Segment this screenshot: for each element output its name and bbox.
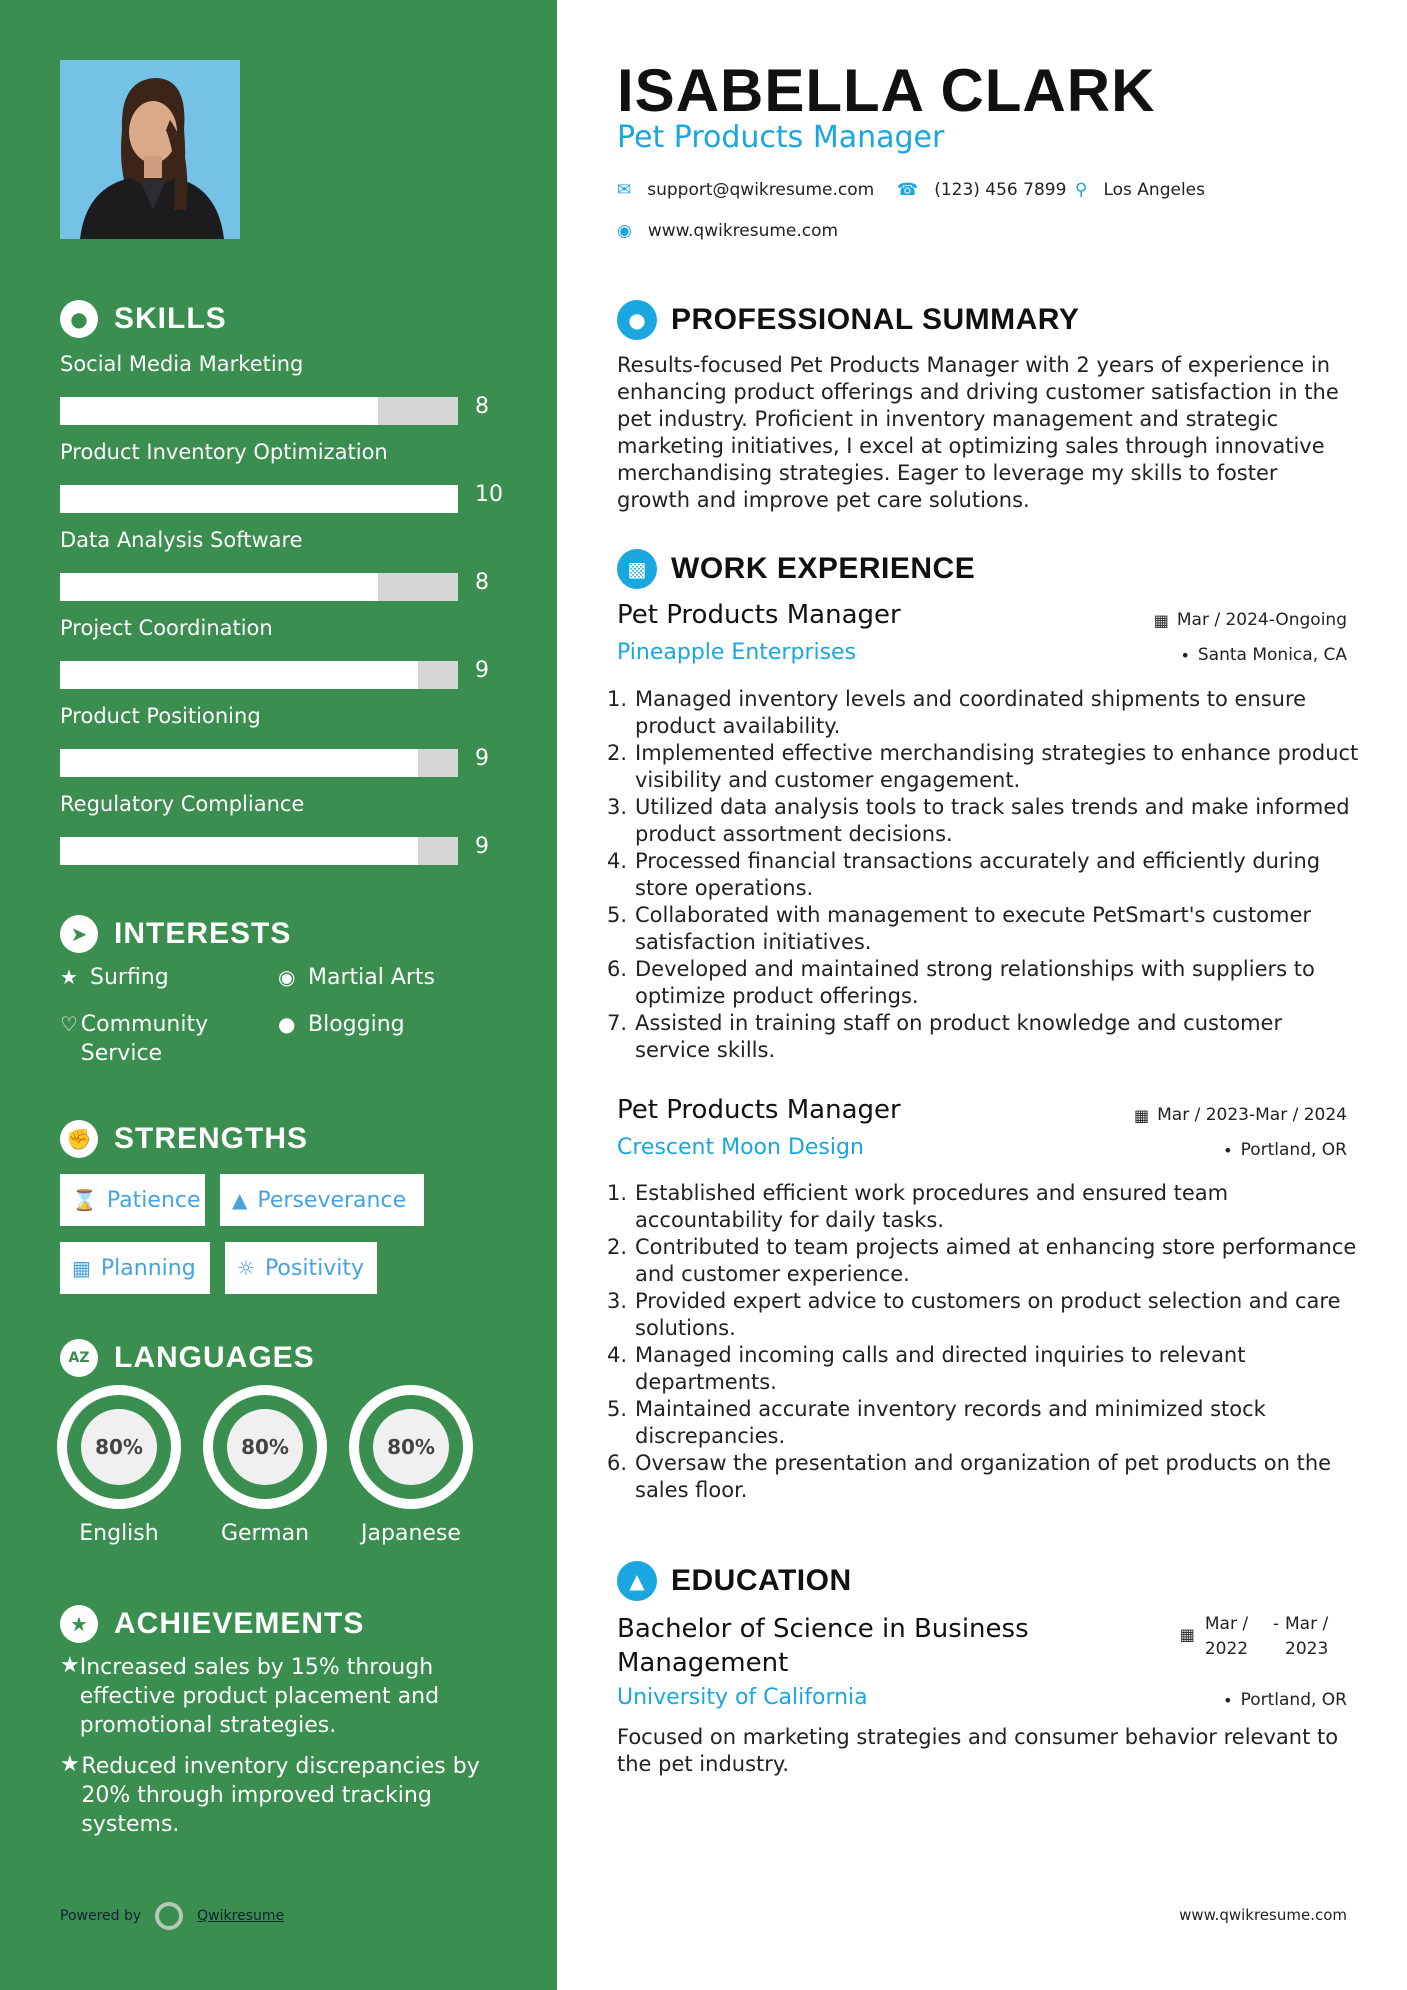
language-name: Japanese [361, 1521, 461, 1546]
interest-label: Martial Arts [308, 965, 436, 990]
skill-name: Data Analysis Software [60, 528, 303, 552]
award-star-icon: ★ [60, 1605, 98, 1643]
duty-text: Managed incoming calls and directed inquiries to relevant departments. [635, 1343, 1246, 1394]
skill-bar-fill [60, 485, 458, 513]
profile-photo [60, 60, 240, 239]
duty-number: 4. [607, 1343, 628, 1367]
job-duty-item [607, 1450, 1362, 1504]
globe-icon: ◉ [278, 965, 296, 989]
job-duty-item [607, 1180, 1362, 1234]
languages-heading-label: LANGUAGES [114, 1341, 315, 1374]
skills-heading [60, 300, 227, 338]
school-name: University of California [617, 1685, 868, 1710]
users-icon: ● [278, 1012, 296, 1036]
job-duty-item [607, 1396, 1362, 1450]
skill-bar-fill [60, 837, 418, 865]
language-ring [349, 1385, 473, 1509]
duty-number: 2. [607, 1235, 628, 1259]
qwikresume-link[interactable]: Qwikresume [197, 1908, 285, 1924]
strength-badge [225, 1242, 377, 1294]
skill-item [60, 792, 520, 859]
strength-badge [60, 1174, 205, 1226]
heart-hand-icon: ♡ [60, 1012, 78, 1036]
interest-item [278, 1010, 405, 1039]
skill-bar [60, 397, 458, 425]
language-level: 80% [373, 1409, 449, 1485]
job-duty-item [607, 740, 1362, 794]
website-text: www.qwikresume.com [647, 221, 839, 241]
strengths-heading [60, 1120, 308, 1158]
calendar-icon: ▦ [1153, 610, 1169, 630]
skill-bar-fill [60, 749, 418, 777]
skill-name: Product Positioning [60, 704, 261, 728]
language-ring [203, 1385, 327, 1509]
duty-number: 3. [607, 1289, 628, 1313]
skill-bar [60, 749, 458, 777]
location-text: Los Angeles [1103, 180, 1205, 200]
education-start-year: 2022 [1204, 1639, 1249, 1659]
strength-label: Patience [106, 1187, 201, 1213]
job-location [1223, 1140, 1347, 1160]
skill-name: Social Media Marketing [60, 352, 304, 376]
candidate-name: ISABELLA CLARK [617, 57, 1156, 124]
skill-item [60, 704, 520, 771]
skill-name: Product Inventory Optimization [60, 440, 388, 464]
interests-heading-label: INTERESTS [114, 917, 292, 950]
job-title: Pet Products Manager [617, 1095, 901, 1125]
language-level: 80% [81, 1409, 157, 1485]
achievement-text: Increased sales by 15% through effective product placement and promotional strategies. [79, 1655, 440, 1738]
duty-number: 3. [607, 795, 628, 819]
duty-text: Utilized data analysis tools to track sales trends and make informed product assortment decisions. [635, 795, 1350, 846]
job-dates [1154, 610, 1347, 630]
achievement-item [60, 1653, 500, 1740]
job-company: Crescent Moon Design [617, 1135, 864, 1160]
language-name: English [79, 1521, 159, 1546]
skill-value: 9 [475, 658, 489, 683]
job-company: Pineapple Enterprises [617, 640, 857, 665]
pushpin-icon: • [1223, 1140, 1233, 1160]
main-content [557, 0, 1407, 1990]
duty-text: Developed and maintained strong relationships with suppliers to optimize product offerings. [635, 957, 1315, 1008]
fist-icon: ✊ [60, 1120, 98, 1158]
job-duty-item [607, 848, 1362, 902]
candidate-role: Pet Products Manager [617, 120, 945, 155]
skill-item [60, 528, 520, 595]
calendar-icon: ▦ [72, 1256, 91, 1280]
skill-bar [60, 837, 458, 865]
duty-number: 7. [607, 1011, 628, 1035]
strength-label: Perseverance [257, 1187, 407, 1213]
skills-heading-label: SKILLS [114, 302, 227, 335]
interests-heading [60, 915, 291, 953]
duty-text: Provided expert advice to customers on product selection and care solutions. [635, 1289, 1341, 1340]
envelope-icon: ✉ [617, 180, 632, 200]
sun-icon: ☼ [237, 1256, 255, 1280]
achievements-heading [60, 1605, 364, 1643]
skill-item [60, 616, 520, 683]
language-item [203, 1385, 327, 1546]
powered-by [60, 1902, 284, 1930]
translate-icon: A​Z [60, 1339, 98, 1377]
briefcase-icon: ▩ [617, 549, 657, 589]
education-dates [1180, 1612, 1347, 1662]
skill-bar [60, 573, 458, 601]
duty-text: Oversaw the presentation and organization of pet products on the sales floor. [635, 1451, 1332, 1502]
contact-website[interactable] [617, 221, 838, 241]
duty-number: 6. [607, 957, 628, 981]
strengths-heading-label: STRENGTHS [114, 1122, 309, 1155]
interest-label: Blogging [308, 1012, 405, 1037]
calendar-icon: ▦ [1133, 1105, 1150, 1125]
duty-text: Assisted in training staff on product knowledge and customer service skills. [635, 1011, 1283, 1062]
skill-bar [60, 661, 458, 689]
star-icon: ★ [60, 965, 78, 989]
skill-item [60, 352, 520, 419]
skill-bar-fill [60, 573, 378, 601]
skill-bar-fill [60, 397, 378, 425]
skill-value: 8 [475, 570, 489, 595]
language-name: German [220, 1521, 310, 1546]
skill-bar-fill [60, 661, 418, 689]
job-duty-item [607, 902, 1362, 956]
education-heading [617, 1561, 852, 1601]
job-duty-item [607, 794, 1362, 848]
education-heading-label: EDUCATION [671, 1564, 852, 1597]
achievement-item [60, 1752, 500, 1839]
job-duties-list [607, 686, 1362, 1064]
job-duty-item [607, 1234, 1362, 1288]
experience-heading-label: WORK EXPERIENCE [671, 552, 976, 585]
education-start-month: Mar / [1204, 1614, 1249, 1634]
language-level: 80% [227, 1409, 303, 1485]
duty-number: 5. [607, 903, 628, 927]
job-duty-item [607, 956, 1362, 1010]
contact-location [1075, 180, 1205, 200]
skill-item [60, 440, 520, 507]
shooting-star-icon: ★ [60, 1653, 80, 1678]
duty-number: 4. [607, 849, 628, 873]
strength-badge [60, 1242, 210, 1294]
languages-heading [60, 1339, 315, 1377]
duty-text: Processed financial transactions accurately and efficiently during store operations. [635, 849, 1321, 900]
skill-value: 9 [475, 834, 489, 859]
pushpin-icon: • [1223, 1690, 1233, 1710]
duty-number: 6. [607, 1451, 628, 1475]
job-duties-list [607, 1180, 1362, 1504]
duty-text: Maintained accurate inventory records and minimized stock discrepancies. [635, 1397, 1266, 1448]
achievements-heading-label: ACHIEVEMENTS [114, 1607, 365, 1640]
skill-bar [60, 485, 458, 513]
achievement-text: Reduced inventory discrepancies by 20% through improved tracking systems. [81, 1754, 480, 1837]
job-title: Pet Products Manager [617, 600, 901, 630]
duty-number: 5. [607, 1397, 628, 1421]
summary-heading [617, 300, 1079, 340]
calendar-icon: ▦ [1179, 1625, 1195, 1644]
education-end [1285, 1612, 1347, 1662]
user-icon: ● [617, 300, 657, 340]
road-icon: ▲ [232, 1188, 248, 1212]
qwikresume-logo-icon [155, 1902, 183, 1930]
paper-plane-icon: ➤ [60, 915, 98, 953]
education-start [1205, 1612, 1267, 1662]
language-item [57, 1385, 181, 1546]
powered-by-label: Powered by [60, 1908, 142, 1924]
job-duty-item [607, 1288, 1362, 1342]
interest-item [60, 963, 169, 992]
education-description: Focused on marketing strategies and consumer behavior relevant to the pet industry. [617, 1725, 1339, 1776]
pushpin-icon: • [1180, 645, 1190, 665]
map-pin-icon: ⚲ [1075, 180, 1088, 200]
interest-item [278, 963, 435, 992]
skill-value: 8 [475, 394, 489, 419]
duty-text: Established efficient work procedures and ensured team accountability for daily tasks. [635, 1181, 1229, 1232]
experience-heading [617, 549, 975, 589]
job-dates-text: Mar / 2023-Mar / 2024 [1157, 1105, 1347, 1125]
duty-number: 1. [607, 687, 628, 711]
education-location [1223, 1690, 1347, 1710]
duty-text: Contributed to team projects aimed at enhancing store performance and customer experience. [635, 1235, 1357, 1286]
duty-text: Collaborated with management to execute PetSmart's customer satisfaction initiatives. [635, 903, 1312, 954]
duty-number: 2. [607, 741, 628, 765]
globe-icon: ◉ [617, 221, 632, 241]
summary-text: Results-focused Pet Products Manager with 2 years of experience in enhancing product offerings and driving customer satisfaction in the pet industry. Proficient in inventory management and strategic marketing initiatives, I excel at optimizing sales through innovative merchandising strategies. Eager to leverage my skills to foster growth and improve pet care solutions. [617, 353, 1339, 512]
duty-text: Managed inventory levels and coordinated shipments to ensure product availability. [635, 687, 1307, 738]
hourglass-icon: ⌛ [72, 1188, 97, 1212]
phone-icon: ☎ [897, 180, 919, 200]
language-ring [57, 1385, 181, 1509]
skill-name: Project Coordination [60, 616, 273, 640]
sidebar [0, 0, 557, 1990]
skill-name: Regulatory Compliance [60, 792, 305, 816]
duty-text: Implemented effective merchandising strategies to enhance product visibility and customer engagement. [635, 741, 1359, 792]
phone-text: (123) 456 7899 [934, 180, 1067, 200]
lightbulb-icon: ● [60, 300, 98, 338]
graduation-cap-icon: ▲ [617, 1561, 657, 1601]
email-text: support@qwikresume.com [647, 180, 875, 200]
strength-label: Planning [100, 1255, 196, 1281]
job-duty-item [607, 1010, 1362, 1064]
skill-value: 10 [475, 482, 503, 507]
person-portrait-icon [60, 60, 240, 239]
language-item [349, 1385, 473, 1546]
interest-label: Community Service [80, 1012, 209, 1066]
contact-email[interactable] [617, 180, 874, 200]
job-dates [1134, 1105, 1347, 1125]
job-location-text: Portland, OR [1240, 1140, 1347, 1160]
job-dates-text: Mar / 2024-Ongoing [1176, 610, 1347, 630]
job-location-text: Santa Monica, CA [1197, 645, 1347, 665]
degree-title: Bachelor of Science in Business Management [617, 1614, 1029, 1678]
date-separator: - [1272, 1614, 1279, 1634]
strength-badge [220, 1174, 424, 1226]
job-duty-item [607, 686, 1362, 740]
contact-phone[interactable] [897, 180, 1066, 200]
education-location-text: Portland, OR [1240, 1690, 1347, 1710]
interest-item [60, 1010, 230, 1068]
shooting-star-icon: ★ [60, 1752, 80, 1777]
education-end-year: 2023 [1285, 1639, 1329, 1659]
footer-website[interactable]: www.qwikresume.com [1179, 1906, 1347, 1924]
education-end-month: Mar / [1285, 1614, 1329, 1634]
interest-label: Surfing [90, 965, 169, 990]
strength-label: Positivity [264, 1255, 364, 1281]
summary-heading-label: PROFESSIONAL SUMMARY [671, 303, 1080, 336]
skill-value: 9 [475, 746, 489, 771]
job-duty-item [607, 1342, 1362, 1396]
job-location [1180, 645, 1347, 665]
duty-number: 1. [607, 1181, 628, 1205]
